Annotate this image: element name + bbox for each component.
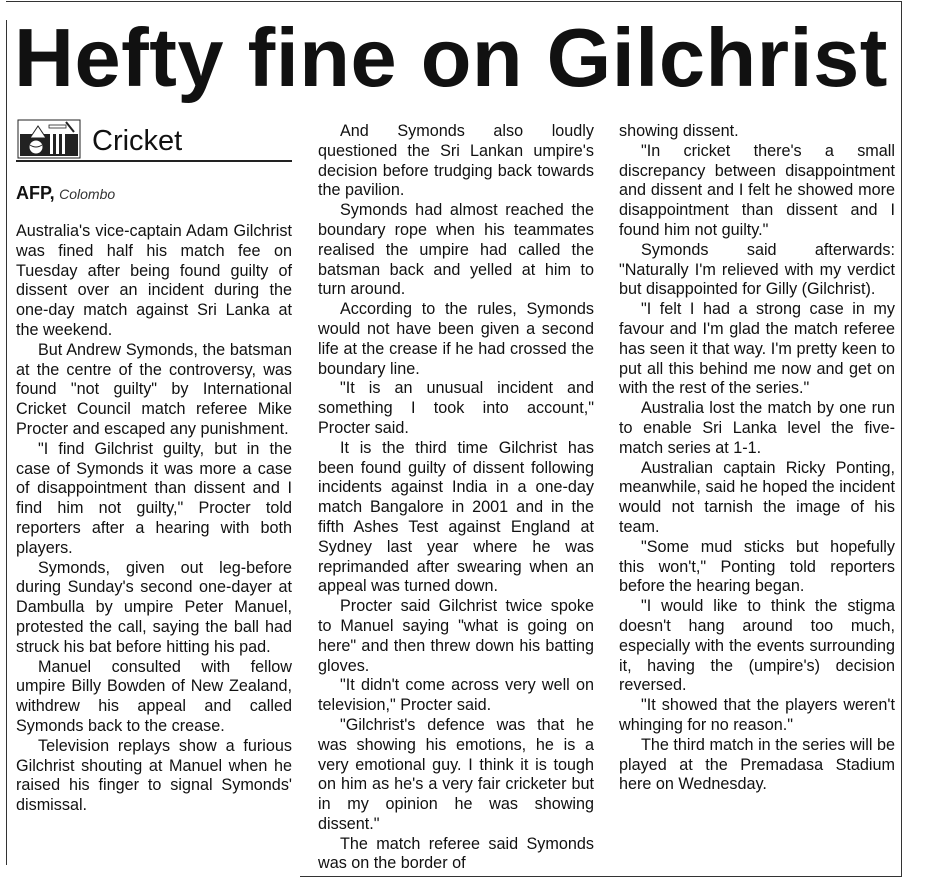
byline	[16, 182, 115, 206]
byline-place: Colombo	[59, 186, 116, 202]
paragraph: "Some mud sticks but hopefully this won't," Ponting told reporters before the hearing began.	[619, 537, 895, 596]
article-column-1	[16, 222, 292, 816]
bottom-border-rule	[300, 876, 902, 877]
paragraph: Television replays show a furious Gilchrist shouting at Manuel when he raised his finger to signal Symonds' dismissal.	[16, 736, 292, 815]
article-column-3	[619, 122, 895, 795]
paragraph: Symonds had almost reached the boundary rope when his teammates realised the umpire had called the batsman back and yelled at him to turn around.	[318, 201, 594, 299]
right-border-rule	[901, 1, 902, 877]
paragraph: Procter said Gilchrist twice spoke to Manuel saying "what is going on here" and then threw down his batting gloves.	[318, 597, 594, 675]
paragraph: But Andrew Symonds, the batsman at the centre of the controversy, was found "not guilty" by International Cricket Council match referee Mike Procter and escaped any punishment.	[16, 340, 292, 438]
section-rule	[16, 160, 292, 162]
headline: Hefty fine on Gilchrist	[14, 11, 888, 104]
paragraph: showing dissent.	[619, 122, 739, 140]
paragraph: Symonds, given out leg-before during Sunday's second one-dayer at Dambulla by umpire Peter Manuel, protested the call, saying the ball had struck his bat before hitting his pad.	[16, 558, 292, 656]
paragraph: "It showed that the players weren't whinging for no reason."	[619, 696, 895, 734]
paragraph: Australian captain Ricky Ponting, meanwhile, said he hoped the incident would not tarnish the image of his team.	[619, 458, 895, 536]
top-border-rule	[6, 1, 902, 2]
paragraph: The match referee said Symonds was on the border of	[318, 834, 594, 873]
paragraph: "I would like to think the stigma doesn't hang around too much, especially with the events surrounding it, having the (umpire's) decision reversed.	[619, 597, 895, 695]
paragraph: According to the rules, Symonds would not have been given a second life at the crease if he had crossed the boundary line.	[318, 300, 594, 378]
paragraph: It is the third time Gilchrist has been found guilty of dissent following incidents against India in a one-day match Bangalore in 2001 and in the fifth Ashes Test against England at Sydney last year where he was reprimanded after swearing when an appeal was turned down.	[318, 438, 594, 596]
paragraph: "I find Gilchrist guilty, but in the case of Symonds it was more a case of disappointment than dissent and I find him not guilty," Procter told reporters after a hearing with both players.	[16, 439, 292, 557]
section-name: Cricket	[92, 125, 183, 157]
paragraph: "I felt I had a strong case in my favour and I'm glad the match referee has seen it that way. I'm pretty keen to put all this behind me now and get on with the rest of the series."	[619, 300, 895, 398]
article-column-2	[318, 122, 594, 874]
paragraph: And Symonds also loudly questioned the Sri Lankan umpire's decision before trudging back towards the pavilion.	[318, 122, 594, 200]
paragraph: Australia's vice-captain Adam Gilchrist was fined half his match fee on Tuesday after being found guilty of dissent over an incident during the one-day match against Sri Lanka at the weekend.	[16, 222, 292, 339]
paragraph: Manuel consulted with fellow umpire Billy Bowden of New Zealand, withdrew his appeal and called Symonds back to the crease.	[16, 657, 292, 735]
cricket-stumps-ball-icon	[16, 118, 82, 160]
paragraph: Symonds said afterwards: "Naturally I'm relieved with my verdict but disappointed for Gilly (Gilchrist).	[619, 240, 895, 299]
byline-agency: AFP,	[16, 183, 55, 203]
paragraph: "It didn't come across very well on television," Procter said.	[318, 676, 594, 715]
paragraph: "In cricket there's a small discrepancy between disappointment and dissent and I felt he showed more disappointment than dissent and I found him not guilty."	[619, 141, 895, 239]
paragraph: The third match in the series will be played at the Premadasa Stadium here on Wednesday.	[619, 735, 895, 794]
paragraph: "It is an unusual incident and something I took into account," Procter said.	[318, 379, 594, 437]
paragraph: "Gilchrist's defence was that he was showing his emotions, he is a very emotional guy. I think it is tough on him as he's a very fair cricketer but in my opinion he was showing dissent."	[318, 715, 594, 833]
left-border-rule	[6, 20, 7, 865]
paragraph: Australia lost the match by one run to enable Sri Lanka level the five-match series at 1-1.	[619, 399, 895, 457]
